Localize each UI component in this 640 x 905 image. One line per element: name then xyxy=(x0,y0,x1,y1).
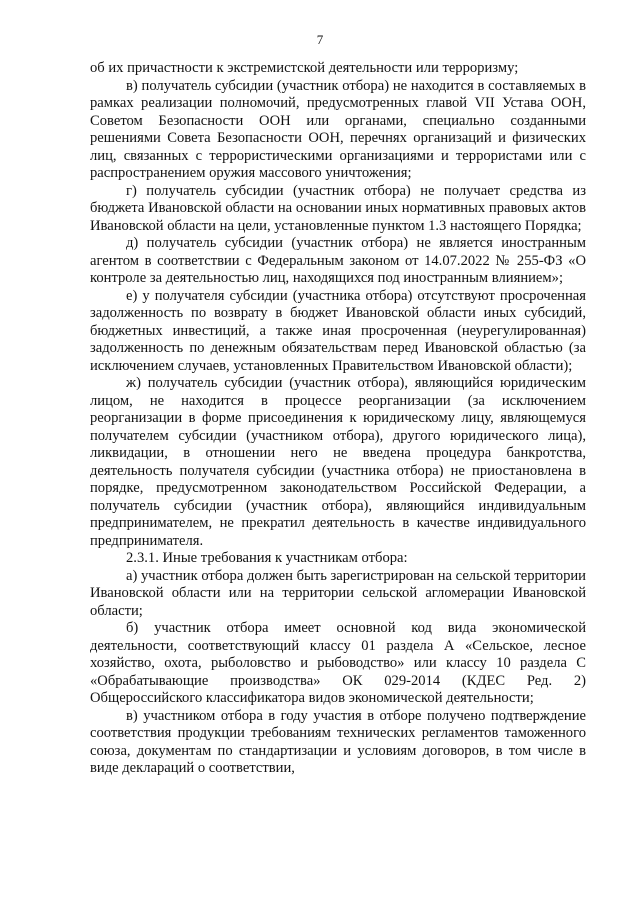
paragraph-item-b: б) участник отбора имеет основной код вида экономической деятельности, соответствующий классу 01 раздела А «Сельское, лесное хозяйство, охота, рыболовство и рыбоводство» или классу 10 раздела С «Обрабатывающие производства» ОК 029-2014 (КДЕС Ред. 2) Общероссийского классификатора видов экономической деятельности; xyxy=(90,620,586,706)
section-heading-2-3-1: 2.3.1. Иные требования к участникам отбора: xyxy=(126,550,408,566)
paragraph-item-a: а) участник отбора должен быть зарегистрирован на сельской территории Ивановской области или на территории сельской агломерации Ивановской области; xyxy=(90,567,586,619)
paragraph-item-e: е) у получателя субсидии (участника отбора) отсутствуют просроченная задолженность по возврату в бюджет Ивановской области иных субсидий, бюджетных инвестиций, а также иная просроченная (неурегулированная) задолженность по денежным обязательствам перед Ивановской областью (за исключением случаев, установленных Правительством Ивановской области); xyxy=(90,287,586,374)
document-body xyxy=(90,60,586,778)
paragraph-item-v2: в) участником отбора в году участия в отборе получено подтверждение соответствия продукции требованиям технических регламентов таможенного союза, документам по стандартизации и условиям договоров, в том числе в виде деклараций о соответствии, xyxy=(90,707,586,776)
paragraph-item-zh: ж) получатель субсидии (участник отбора), являющийся юридическим лицом, не находится в процессе реорганизации (за исключением реорганизации в форме присоединения к юридическому лицу, являющемуся получателем субсидии (участником отбора), другого юридического лица), ликвидации, в отношении него не введена процедура банкротства, деятельность получателя субсидии (участника отбора) не приостановлена в порядке, предусмотренном законодательством Российской Федерации, а получатель субсидии (участник отбора), являющийся индивидуальным предпринимателем, не прекратил деятельность в качестве индивидуального предпринимателя. xyxy=(90,375,586,549)
paragraph-item-v: в) получатель субсидии (участник отбора) не находится в составляемых в рамках реализации полномочий, предусмотренных главой VII Устава ООН, Советом Безопасности ООН или органами, специально созданными решениями Совета Безопасности ООН, перечнях организаций и физических лиц, связанных с террористическими организациями и террористами или с распространением оружия массового уничтожения; xyxy=(90,77,586,181)
page-number: 7 xyxy=(316,32,324,47)
paragraph-item-g: г) получатель субсидии (участник отбора) не получает средства из бюджета Ивановской области на основании иных нормативных правовых актов Ивановской области на цели, установленные пунктом 1.3 настоящего Порядка; xyxy=(90,182,586,234)
paragraph-continuation: об их причастности к экстремистской деятельности или терроризму; xyxy=(90,60,519,76)
paragraph-item-d: д) получатель субсидии (участник отбора) не является иностранным агентом в соответствии с Федеральным законом от 14.07.2022 № 255-ФЗ «О контроле за деятельностью лиц, находящихся под иностранным влиянием»; xyxy=(90,235,586,286)
